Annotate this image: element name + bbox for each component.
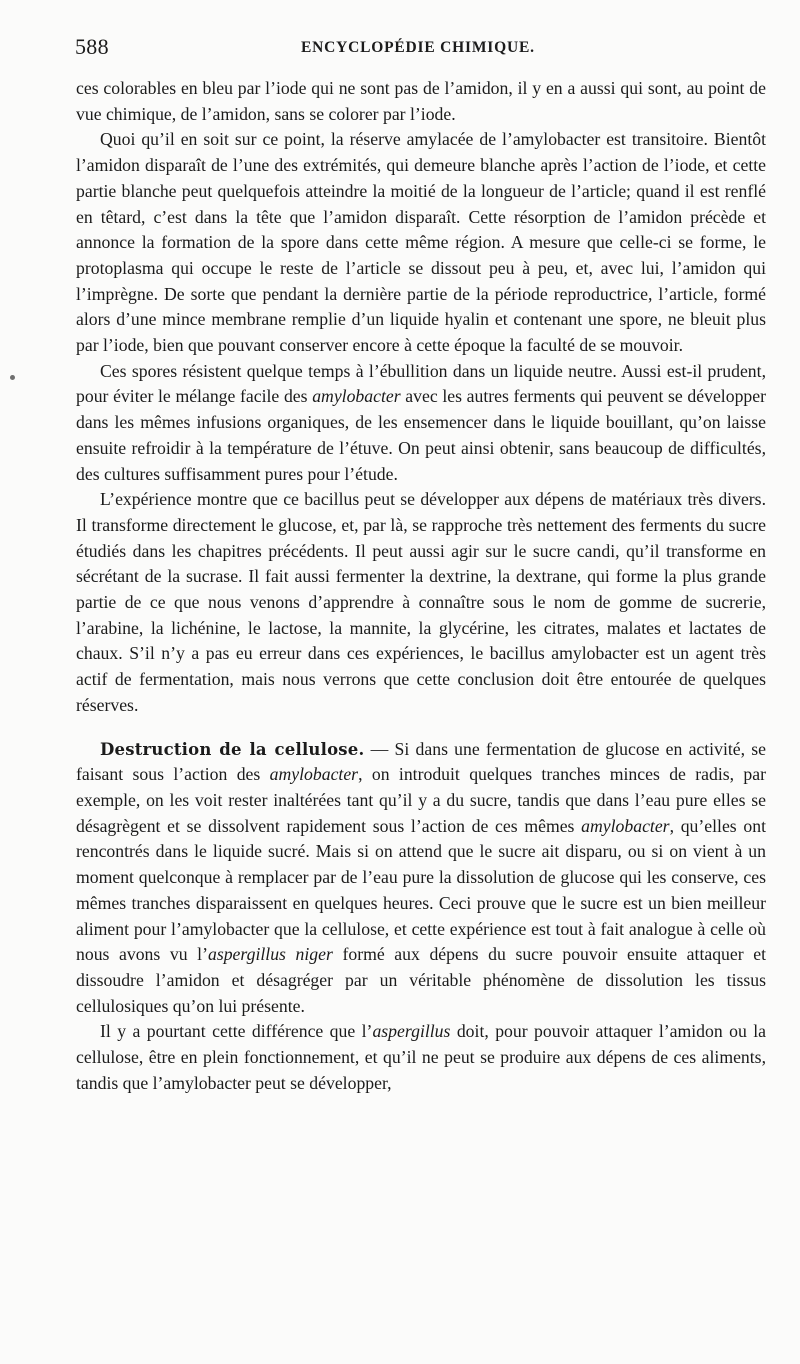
paragraph-spores — [76, 359, 766, 488]
text-segment: Il y a pourtant cette différence que l’ — [100, 1021, 373, 1042]
text-segment: avec les autres ferments qui peuvent se développer dans les mêmes infusions organiques, de les ensemencer dans le liquide bouillant, qu’on laisse ensuite refroidir à la température de l’étuve. On peut ainsi obtenir, sans beaucoup de difficultés, des cultures suffisamment pures pour l’étude. — [76, 386, 766, 484]
page-header — [75, 34, 775, 64]
paragraph-amylaceous-reserve: Quoi qu’il en soit sur ce point, la réserve amylacée de l’amylobacter est transitoire. Bientôt l’amidon disparaît de l’une des extrémités, qui demeure blanche après l’action de l’iode, et cette partie blanche peut quelquefois atteindre la moitié de la longueur de l’article; quand il est renflé en têtard, c’est dans la tête que l’amidon disparaît. Cette résorption de l’amidon précède et annonce la formation de la spore dans cette même région. A mesure que celle-ci se forme, le protoplasma qui occupe le reste de l’article se dissout peu à peu, et, avec lui, l’amidon qui l’imprègne. De sorte que pendant la dernière partie de la période reproductrice, l’article, formé alors d’une mince membrane remplie d’un liquide hyalin et contenant une spore, ne bleuit plus par l’iode, bien que pouvant conserver encore à cette époque la faculté de se mouvoir. — [76, 129, 766, 356]
italic-term: aspergillus — [372, 1021, 451, 1042]
running-title: ENCYCLOPÉDIE CHIMIQUE. — [301, 39, 535, 56]
text-segment: Ces spores résistent quelque temps à l’ébullition dans un liquide neutre. Aussi est-il prudent, pour éviter le mélange facile des — [76, 360, 766, 407]
paragraph-fermentation-materials: L’expérience montre que ce bacillus peut se développer aux dépens de matériaux très divers. Il transforme directement le glucose, et, par là, se rapproche très nettement des ferments du sucre étudiés dans les chapitres précédents. Il peut aussi agir sur le sucre candi, qu’il transforme en sécrétant de la sucrase. Il fait aussi fermenter la dextrine, la dextrane, qui forme la plus grande partie de ce que nous venons d’apprendre à connaître sous le nom de gomme de sucrerie, l’arabine, la lichénine, le lactose, la mannite, la glycérine, les citrates, malates et lactates de chaux. S’il n’y a pas eu erreur dans ces expériences, le bacillus amylobacter est un agent très actif de fermentation, mais nous verrons que cette conclusion doit être entourée de quelques réserves. — [76, 489, 766, 715]
page-number: 588 — [75, 34, 109, 59]
text-segment: — Si dans une fermentation de glucose en activité, se faisant sous l’action des — [76, 738, 766, 785]
italic-term: aspergillus niger — [207, 944, 333, 965]
body-text — [76, 76, 766, 1096]
text-segment: doit, pour pouvoir attaquer l’amidon ou la cellulose, être en plein fonctionnement, et qu’il ne peut se produire aux dépens de ces aliments, tandis que l’amylobacter peut se développer, — [76, 1021, 766, 1093]
text-segment: , on introduit quelques tranches minces de radis, par exemple, on les voit rester inaltérées tant qu’il y a du sucre, tandis que dans l’eau pure elles se désagrègent et se dissolvent rapidement sous l’action de ces mêmes — [76, 764, 766, 836]
paragraph-cellulose-destruction — [76, 737, 766, 1020]
italic-term: amylobacter — [581, 815, 670, 836]
text-segment: , qu’elles ont rencontrés dans le liquide sucré. Mais si on attend que le sucre ait disparu, ou si on vient à un moment quelconque à remplacer par de l’eau pure la dissolution de glucose qui les conserve, ces mêmes tranches disparaissent en quelques heures. Ceci prouve que le sucre est un bien meilleur aliment pour l’amylobacter que la cellulose, et cette expérience est tout à fait analogue à celle où nous avons vu l’ — [76, 815, 766, 965]
paragraph-difference — [76, 1019, 766, 1096]
margin-dot-mark — [10, 375, 15, 380]
italic-term: amylobacter — [312, 386, 401, 407]
section-heading: Destruction de la cellulose. — [100, 739, 365, 759]
text-segment: formé aux dépens du sucre pouvoir ensuite attaquer et dissoudre l’amidon et désagréger par un véritable phénomène de dissolution les tissus cellulosiques qu’on lui présente. — [76, 944, 766, 1016]
paragraph-continuation: ces colorables en bleu par l’iode qui ne sont pas de l’amidon, il y en a aussi qui sont, au point de vue chimique, de l’amidon, sans se colorer par l’iode. — [76, 78, 766, 124]
italic-term: amylobacter — [269, 764, 359, 785]
